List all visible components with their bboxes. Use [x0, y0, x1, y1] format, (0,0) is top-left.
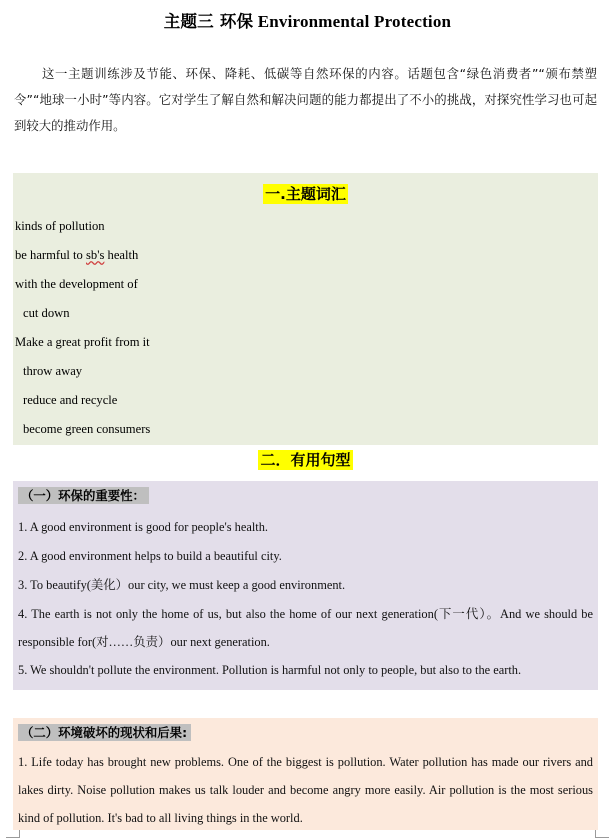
vocab-text: become green consumers: [23, 422, 151, 436]
page-title-english: Environmental Protection: [257, 12, 452, 31]
vocab-text: reduce and recycle: [23, 393, 118, 407]
vocab-text: throw away: [23, 364, 83, 378]
intro-paragraph: 这一主题训练涉及节能、环保、降耗、低碳等自然环保的内容。话题包含“绿色消费者”“颁布禁塑令”“地球一小时”等内容。它对学生了解自然和解决问题的能力都提出了不小的挑战，对探究性学习也可起到较大的推动作用。: [14, 65, 597, 133]
vocabulary-heading: [13, 184, 598, 204]
vocab-text-misspelled: sb's: [86, 248, 105, 262]
importance-subheading-label: （一）环保的重要性：: [18, 487, 149, 504]
page-title-chinese: 主题三 环保: [163, 12, 254, 31]
importance-section: [13, 481, 598, 690]
list-item: [13, 394, 598, 423]
list-item: 4. The earth is not only the home of us, but also the home of our next generation(下一代）。And we should be responsible for(对……负责）our next generation.: [18, 607, 593, 649]
vocabulary-list: [13, 220, 598, 452]
vocabulary-section: [13, 173, 598, 445]
list-item: [13, 365, 598, 394]
list-item: 1. Life today has brought new problems. One of the biggest is pollution. Water pollution has made our rivers and lakes dirty. Noise pollution makes us talk louder and become angry more easily. Air pollution is the most serious kind of pollution. It's bad to all living things in the world.: [18, 755, 593, 825]
useful-sentences-heading: [13, 450, 598, 470]
vocab-text: kinds of pollution: [15, 219, 105, 233]
page-title: [0, 0, 615, 35]
vocab-text-after: health: [104, 248, 139, 262]
list-item: 3. To beautify(美化）our city, we must keep a good environment.: [18, 578, 346, 592]
damage-subheading: [18, 724, 191, 741]
vocab-text-before: be harmful to: [15, 248, 86, 262]
list-item: 1. A good environment is good for people's health.: [18, 520, 269, 534]
vocab-text: Make a great profit from it: [15, 335, 150, 349]
list-item: [13, 278, 598, 307]
vocab-text: cut down: [23, 306, 70, 320]
useful-sentences-heading-label: 二．有用句型: [260, 451, 351, 469]
importance-sentence-list: [18, 513, 593, 685]
page-corner-mark-left: [6, 837, 20, 838]
list-item: 5. We shouldn't pollute the environment. Pollution is harmful not only to people, but also to the earth.: [18, 663, 522, 677]
importance-subheading: [18, 487, 149, 504]
list-item: [13, 249, 598, 278]
page-corner-tick-left: [19, 830, 20, 838]
list-item: 2. A good environment helps to build a beautiful city.: [18, 549, 282, 563]
page-corner-mark-right: [595, 837, 609, 838]
damage-sentence-list: [18, 748, 593, 832]
damage-subheading-label: （二）环境破坏的现状和后果:: [18, 724, 191, 741]
list-item: [13, 423, 598, 452]
vocab-text: with the development of: [15, 277, 138, 291]
list-item: [13, 220, 598, 249]
damage-section: [13, 718, 598, 830]
page-corner-tick-right: [595, 830, 596, 838]
vocabulary-heading-label: 一.主题词汇: [265, 185, 346, 203]
list-item: [13, 307, 598, 336]
list-item: [13, 336, 598, 365]
